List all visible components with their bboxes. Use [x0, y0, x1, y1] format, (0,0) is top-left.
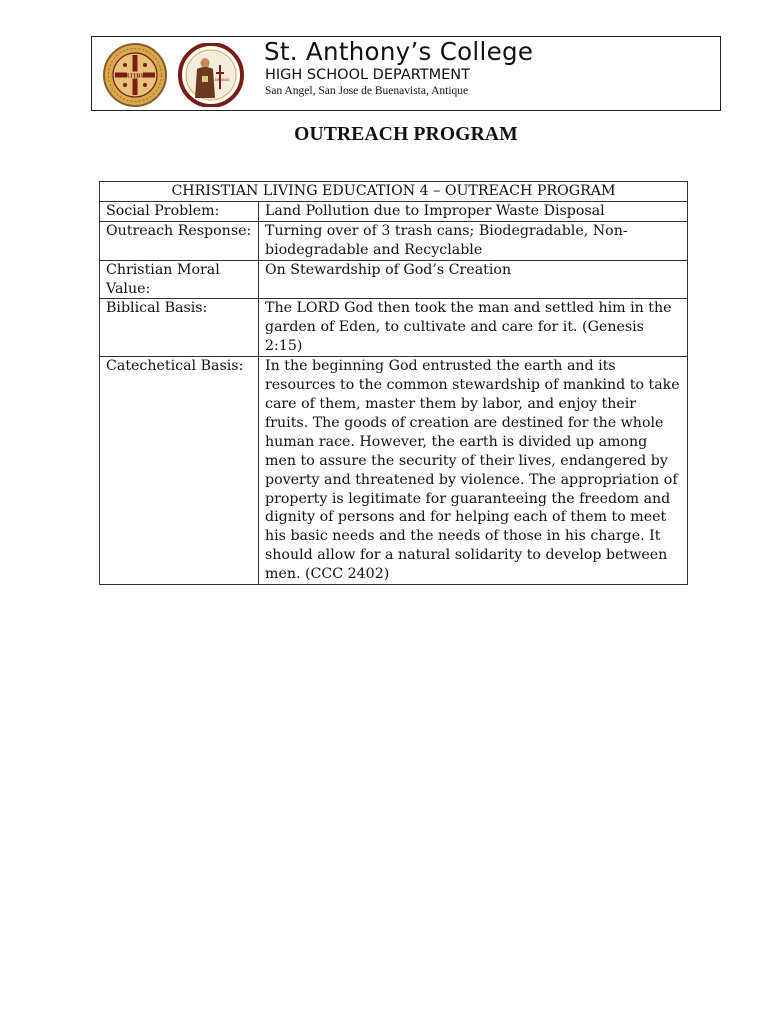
table-row [100, 201, 688, 221]
college-name: St. Anthony’s College [264, 37, 534, 66]
row-value: Turning over of 3 trash cans; Biodegradable, Non-biodegradable and Recyclable [259, 221, 688, 260]
department-name: HIGH SCHOOL DEPARTMENT [265, 67, 470, 83]
row-label: Outreach Response: [100, 221, 259, 260]
row-label: Catechetical Basis: [100, 357, 259, 585]
school-emblem-logo [178, 43, 244, 107]
svg-text:ARTIBUS: ARTIBUS [214, 78, 230, 82]
table-row [100, 357, 688, 585]
school-header [91, 36, 721, 111]
table-heading-row [100, 182, 688, 202]
outreach-program-table [99, 181, 688, 585]
row-label: Social Problem: [100, 201, 259, 221]
table-row [100, 221, 688, 260]
document-title: OUTREACH PROGRAM [294, 124, 518, 145]
row-value: On Stewardship of God’s Creation [259, 260, 688, 299]
row-label: Christian Moral Value: [100, 260, 259, 299]
table-row [100, 299, 688, 357]
college-seal-logo [103, 43, 167, 107]
row-value: Land Pollution due to Improper Waste Disposal [259, 201, 688, 221]
svg-text:ARTIBUS: ARTIBUS [120, 73, 150, 80]
row-label: Biblical Basis: [100, 299, 259, 357]
school-address: San Angel, San Jose de Buenavista, Antique [265, 85, 469, 97]
row-value: The LORD God then took the man and settled him in the garden of Eden, to cultivate and care for it. (Genesis 2:15) [259, 299, 688, 357]
table-heading: CHRISTIAN LIVING EDUCATION 4 – OUTREACH PROGRAM [100, 182, 688, 202]
row-value: In the beginning God entrusted the earth and its resources to the common stewardship of mankind to take care of them, master them by labor, and enjoy their fruits. The goods of creation are destined for the whole human race. However, the earth is divided up among men to assure the security of their lives, endangered by poverty and threatened by violence. The appropriation of property is legitimate for guaranteeing the freedom and dignity of persons and for helping each of them to meet his basic needs and the needs of those in his charge. It should allow for a natural solidarity to develop between men. (CCC 2402) [259, 357, 688, 585]
table-row [100, 260, 688, 299]
